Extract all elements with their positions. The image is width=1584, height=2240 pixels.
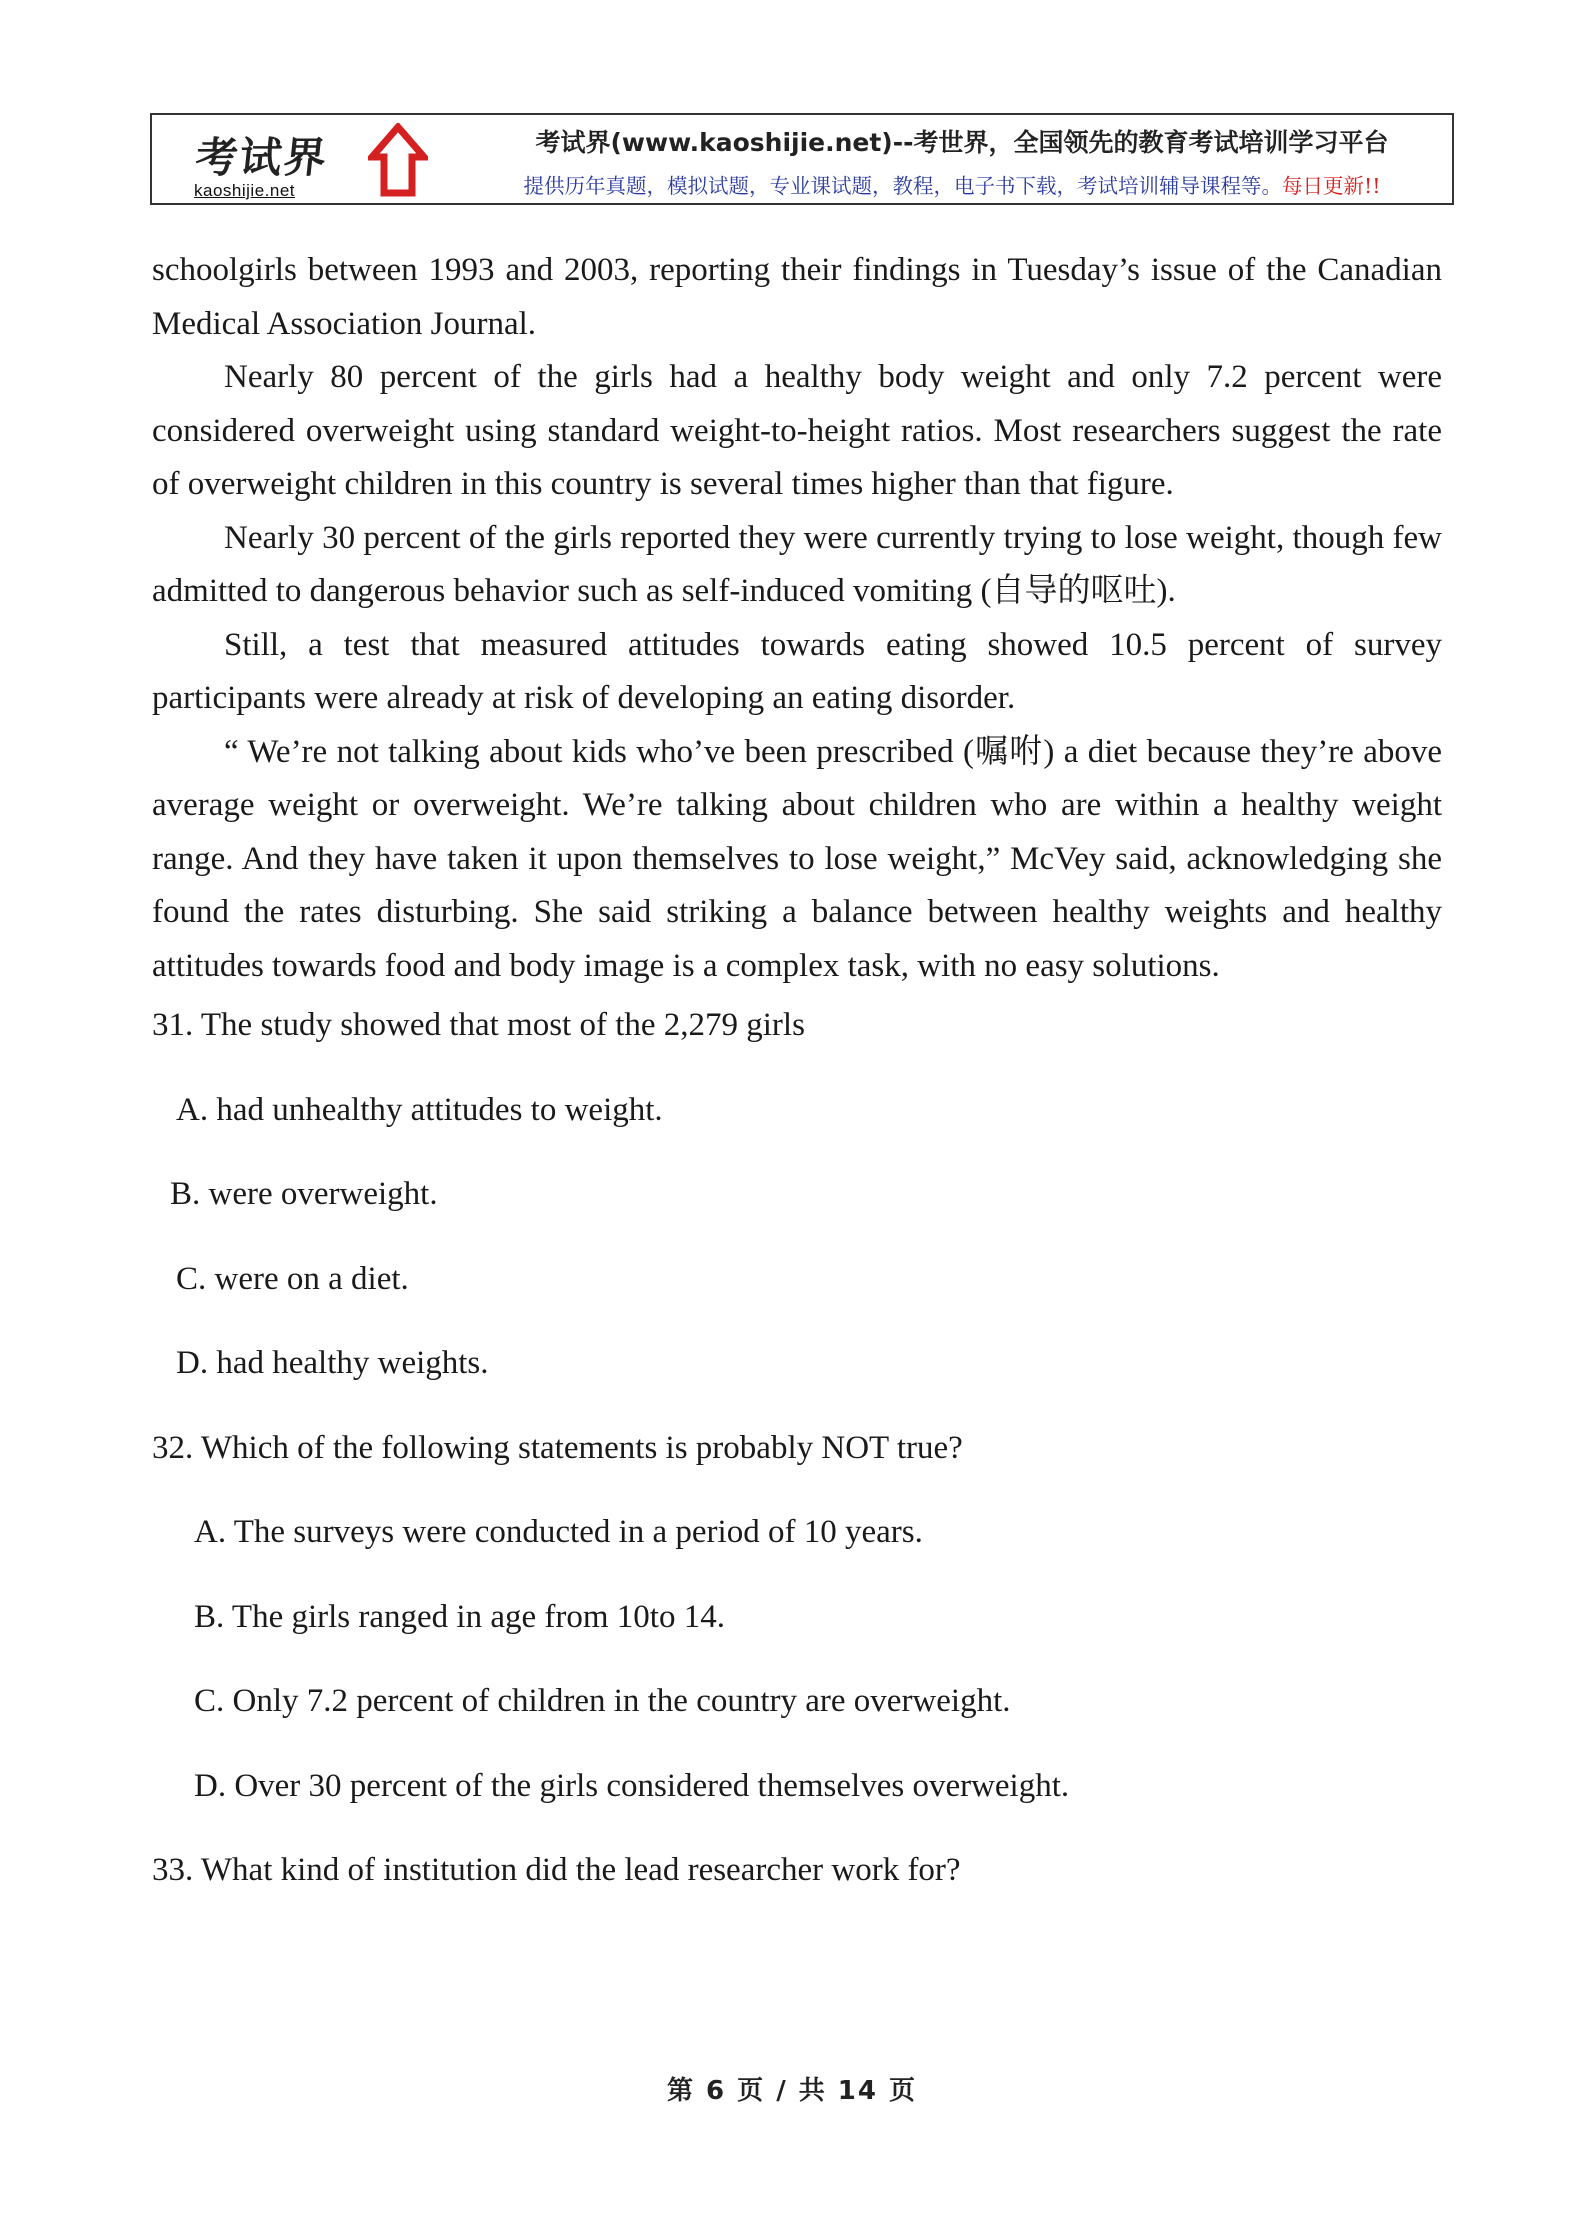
question-32-option-d: D. Over 30 percent of the girls considered themselves overweight.	[194, 1767, 1070, 1804]
question-32-option-c: C. Only 7.2 percent of children in the country are overweight.	[194, 1683, 1011, 1719]
logo-domain: kaoshijie.net	[194, 181, 296, 200]
site-header-banner	[150, 113, 1454, 205]
header-services-line	[452, 169, 1452, 199]
header-tagline: 考试界(www.kaoshijie.net)--考世界，全国领先的教育考试培训学习平台	[535, 128, 1389, 157]
site-logo[interactable]	[188, 123, 428, 199]
question-32-option-b: B. The girls ranged in age from 10to 14.	[194, 1598, 725, 1635]
page-number: 第 6 页 / 共 14 页	[666, 2076, 918, 2106]
question-31-option-c: C. were on a diet.	[176, 1260, 409, 1297]
logo-text: 考试界	[193, 133, 331, 182]
header-daily-update: 每日更新!!	[1282, 174, 1381, 198]
question-31-stem: 31. The study showed that most of the 2,279 girls	[152, 1007, 805, 1043]
passage-paragraph: Still, a test that measured attitudes towards eating showed 10.5 percent of survey participants were already at risk of developing an eating disorder.	[152, 626, 1442, 716]
passage-paragraph: Nearly 80 percent of the girls had a healthy body weight and only 7.2 percent were considered overweight using standard weight-to-height ratios. Most researchers suggest the rate of overweight children in this country is several times higher than that figure.	[152, 359, 1442, 502]
question-31-option-b: B. were overweight.	[170, 1176, 438, 1212]
house-arrow-icon	[368, 123, 428, 199]
passage-paragraph: Nearly 30 percent of the girls reported they were currently trying to lose weight, though few admitted to dangerous behavior such as self-induced vomiting (自导的呕吐).	[152, 519, 1442, 609]
document-body	[152, 244, 1442, 1898]
header-services-text: 提供历年真题，模拟试题，专业课试题，教程，电子书下载，考试培训辅导课程等。	[523, 174, 1282, 198]
question-32-stem: 32. Which of the following statements is probably NOT true?	[152, 1429, 963, 1466]
passage-paragraph: “ We’re not talking about kids who’ve been prescribed (嘱咐) a diet because they’re above average weight or overweight. We’re talking about children who are within a healthy weight range. And they have taken it upon themselves to lose weight,” McVey said, acknowledging she found the rates disturbing. She said striking a balance between healthy weights and healthy attitudes towards food and body image is a complex task, with no easy solutions.	[152, 733, 1442, 984]
question-31-option-d: D. had healthy weights.	[176, 1345, 489, 1381]
question-31-option-a: A. had unhealthy attitudes to weight.	[176, 1091, 663, 1128]
passage-paragraph: schoolgirls between 1993 and 2003, reporting their findings in Tuesday’s issue of the Canadian Medical Association Journal.	[152, 252, 1442, 342]
question-33-stem: 33. What kind of institution did the lead researcher work for?	[152, 1852, 961, 1888]
question-32-option-a: A. The surveys were conducted in a period of 10 years.	[194, 1514, 923, 1550]
